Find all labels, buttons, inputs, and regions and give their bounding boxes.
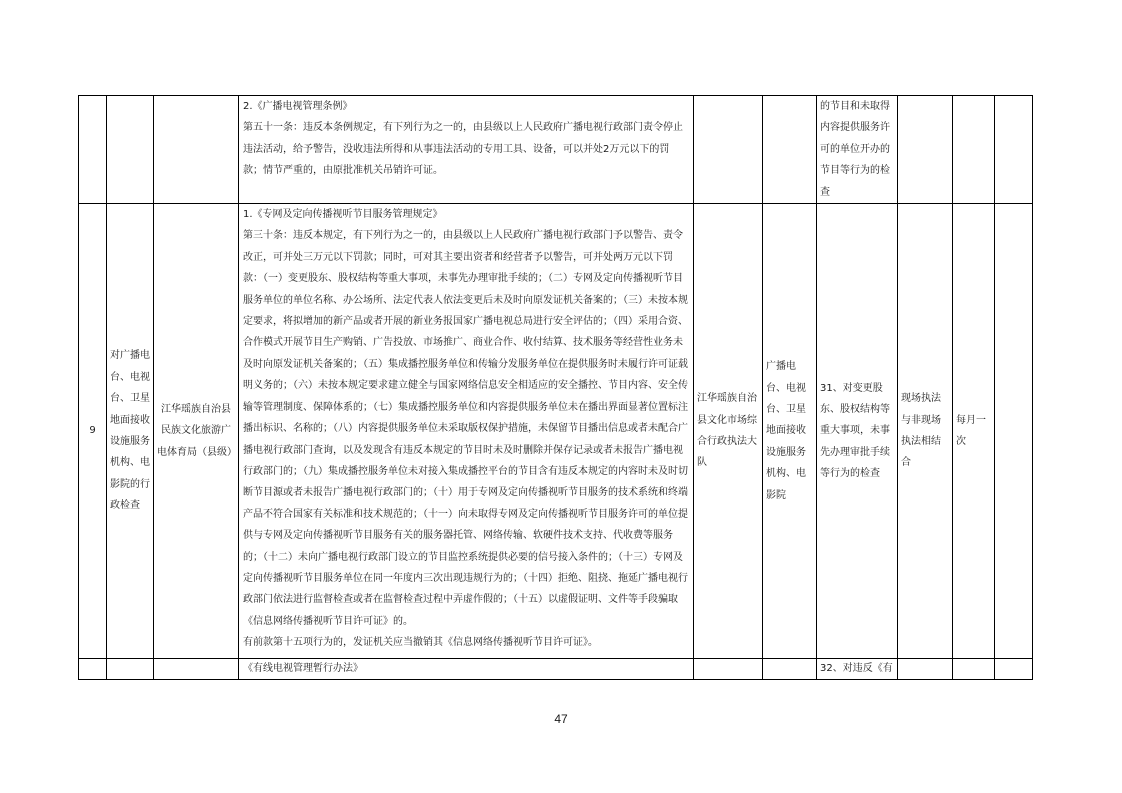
law-note: 有前款第十五项行为的，发证机关应当撤销其《信息网络传播视听节目许可证》。 — [243, 637, 598, 649]
check-target-cell: 广播电台、电视台、卫星地面接收设施服务机构、电影院 — [763, 204, 817, 659]
table-row — [79, 204, 1033, 659]
frequency-cell: 每月一次 — [953, 204, 995, 659]
remarks-cell — [995, 96, 1033, 204]
law-title: 2.《广播电视管理条例》 — [243, 101, 353, 112]
frequency-cell — [953, 96, 995, 204]
item-name-cell: 对广播电台、电视台、卫星地面接收设施服务机构、电影院的行政检查 — [107, 204, 154, 659]
item-name-cell — [107, 96, 154, 204]
enforcement-checklist-table — [78, 95, 1033, 680]
legal-basis-cell: 《有线电视管理暂行办法》 — [239, 659, 694, 680]
table-row — [79, 96, 1033, 204]
check-item-cell: 31、对变更股东、股权结构等重大事项，未事先办理审批手续等行为的检查 — [817, 204, 898, 659]
seq-cell: 9 — [79, 204, 107, 659]
law-title: 1.《专网及定向传播视听节目服务管理规定》 — [243, 209, 443, 221]
legal-basis-cell — [239, 204, 694, 659]
law-text: 第五十一条：违反本条例规定，有下列行为之一的，由县级以上人民政府广播电视行政部门责令停止违法活动，给予警告，没收违法所得和从事违法活动的专用工具、设备，可以并处2万元以下的罚款；情节严重的，由原批准机关吊销许可证。 — [243, 122, 683, 177]
seq-cell — [79, 96, 107, 204]
page-number: 47 — [554, 712, 568, 726]
check-item-cell: 32、对违反《有 — [817, 659, 898, 680]
check-method-cell — [898, 659, 953, 680]
check-item-cell: 的节目和未取得内容提供服务许可的单位开办的节目等行为的检查 — [817, 96, 898, 204]
remarks-cell — [995, 659, 1033, 680]
frequency-cell — [953, 659, 995, 680]
implementing-body-cell — [154, 96, 239, 204]
law-text: 第三十条：违反本规定，有下列行为之一的，由县级以上人民政府广播电视行政部门予以警告、责令改正，可并处三万元以下罚款；同时，可对其主要出资者和经营者予以警告，可并处两万元以下罚款：（一）变更股东、股权结构等重大事项，未事先办理审批手续的；（二）专网及定向传播视听节目服务单位的单位名称、办公场所、法定代表人依法变更后未及时向原发证机关备案的；（三）未按本规定要求，将拟增加的新产品或者开展的新业务报国家广播电视总局进行安全评估的；（四）采用合资、合作模式开展节目生产购销、广告投放、市场推广、商业合作、收付结算、技术服务等经营性业务未及时向原发证机关备案的；（五）集成播控服务单位和传输分发服务单位在提供服务时未履行许可证载明义务的；（六）未按本规定要求建立健全与国家网络信息安全相适应的安全播控、节目内容、安全传输等管理制度、保障体系的；（七）集成播控服务单位和内容提供服务单位未在播出界面显著位置标注播出标识、名称的；（八）内容提供服务单位未采取版权保护措施，未保留节目播出信息或者未配合广播电视行政部门查询，以及发现含有违反本规定的节目时未及时删除并保存记录或者未报告广播电视行政部门的；（九）集成播控服务单位未对接入集成播控平台的节目含有违反本规定的内容时未及时切断节目源或者未报告广播电视行政部门的；（十）用于专网及定向传播视听节目服务的技术系统和终端产品不符合国家有关标准和技术规范的；（十一）向未取得专网及定向传播视听节目服务许可的单位提供与专网及定向传播视听节目服务有关的服务器托管、网络传输、软硬件技术支持、代收费等服务的；（十二）未向广播电视行政部门设立的节目监控系统提供必要的信号接入条件的；（十三）专网及定向传播视听节目服务单位在同一年度内三次出现违规行为的；（十四）拒绝、阻挠、拖延广播电视行政部门依法进行监督检查或者在监督检查过程中弄虚作假的；（十五）以虚假证明、文件等手段骗取《信息网络传播视听节目许可证》的。 — [243, 230, 688, 627]
seq-cell — [79, 659, 107, 680]
enforcement-unit-cell — [694, 96, 763, 204]
implementing-body-cell — [154, 659, 239, 680]
check-target-cell — [763, 659, 817, 680]
remarks-cell — [995, 204, 1033, 659]
check-target-cell — [763, 96, 817, 204]
legal-basis-cell — [239, 96, 694, 204]
check-method-cell: 现场执法与非现场执法相结合 — [898, 204, 953, 659]
check-method-cell — [898, 96, 953, 204]
table-row — [79, 659, 1033, 680]
enforcement-unit-cell — [694, 659, 763, 680]
enforcement-unit-cell: 江华瑶族自治县文化市场综合行政执法大队 — [694, 204, 763, 659]
implementing-body-cell: 江华瑶族自治县民族文化旅游广电体育局（县级） — [154, 204, 239, 659]
item-name-cell — [107, 659, 154, 680]
